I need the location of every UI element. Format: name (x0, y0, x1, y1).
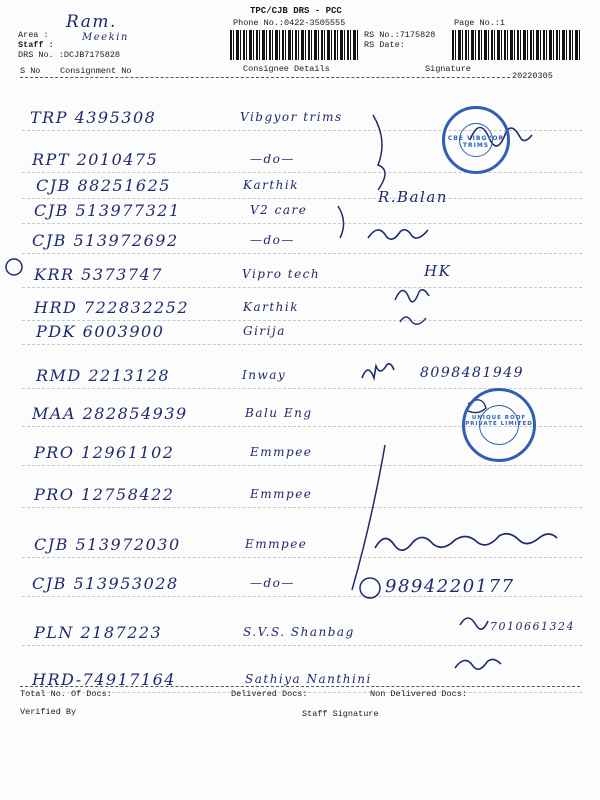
date-code: 20220305 (512, 71, 553, 81)
signature-scribble (368, 230, 428, 239)
consignment-number: PRO 12961102 (34, 443, 175, 462)
signature-phone-1: 8098481949 (420, 365, 525, 381)
verified-by: Verified By (20, 707, 77, 717)
consignee-name: —do— (250, 233, 295, 247)
bracket-mark (373, 115, 385, 190)
drs-number: DRS No. :DCJB7175828 (18, 50, 121, 60)
consignment-number: PDK 6003900 (36, 322, 165, 341)
consignee-name: Inway (242, 368, 287, 382)
delivered-docs: Delivered Docs: (231, 689, 308, 699)
staff-signature: Staff Signature (302, 709, 379, 719)
signature-scribble (460, 618, 488, 629)
consignee-name: —do— (250, 576, 295, 590)
consignee-name: Karthik (243, 178, 300, 192)
consignee-name: Emmpee (250, 445, 313, 459)
consignee-name: Sathiya Nanthini (245, 672, 372, 686)
consignee-name: S.V.S. Shanbag (243, 625, 355, 639)
signature-phone-3: 7010661324 (490, 620, 575, 633)
consignment-number: PRO 12758422 (34, 485, 175, 504)
consignment-number: CJB 513953028 (32, 574, 179, 593)
signature-hk: HK (424, 262, 452, 280)
consignee-name: Vipro tech (242, 267, 321, 281)
consignee-name: Emmpee (245, 537, 308, 551)
rs-date: RS Date: (364, 40, 405, 50)
signature-scribble (375, 534, 557, 550)
consignee-name: —do— (250, 152, 295, 166)
col-consignment: Consignment No (60, 66, 132, 76)
footer-divider (20, 686, 580, 687)
consignment-number: CJB 88251625 (36, 176, 171, 195)
consignment-number: CJB 513977321 (34, 201, 181, 220)
consignment-number: CJB 513972030 (34, 535, 181, 554)
consignee-name: Balu Eng (245, 406, 313, 420)
consignment-number: RPT 2010475 (32, 150, 159, 169)
circled-mark (360, 578, 380, 598)
consignee-name: Girija (243, 324, 286, 338)
signature-phone-2: 9894220177 (385, 576, 515, 597)
total-docs: Total No. Of Docs: (20, 689, 112, 699)
signature-scribble (362, 364, 394, 378)
unique-roof-stamp: UNIQUE ROOF PRIVATE LIMITED (462, 388, 536, 462)
rs-number: RS No.:7175828 (364, 30, 436, 40)
consignment-number: TRP 4395308 (30, 108, 157, 127)
area-label: Area : (18, 30, 49, 40)
document-title: TPC/CJB DRS - PCC (250, 6, 342, 16)
handwritten-area: Ram. (66, 12, 117, 32)
consignment-number: PLN 2187223 (34, 623, 163, 642)
consignee-name: V2 care (250, 203, 308, 217)
bracket-mark (338, 206, 344, 238)
delivery-line (352, 445, 385, 590)
consignment-number: KRR 5373747 (34, 265, 163, 284)
col-signature: Signature (425, 64, 471, 74)
consignee-name: Karthik (243, 300, 300, 314)
consignee-name: Vibgyor trims (240, 110, 343, 124)
non-delivered-docs: Non Delivered Docs: (370, 689, 467, 699)
signature-r-balan: R.Balan (378, 188, 448, 206)
consignment-number: HRD-74917164 (32, 670, 176, 689)
consignment-number: RMD 2213128 (36, 366, 171, 385)
staff-label: Staff : (18, 40, 54, 50)
signature-scribble (400, 317, 426, 324)
col-sno: S No (20, 66, 41, 76)
consignee-name: Emmpee (250, 487, 313, 501)
col-consignee: Consignee Details (243, 64, 330, 74)
consignment-number: MAA 282854939 (32, 404, 188, 423)
circled-mark (6, 259, 22, 275)
handwritten-staff: Meekin (82, 32, 129, 43)
signature-scribble (395, 290, 429, 302)
vibgyor-stamp: CBE VIBGYOR TRIMS (442, 106, 510, 174)
consignment-number: HRD 722832252 (34, 298, 190, 317)
signature-scribble (455, 659, 501, 669)
consignment-number: CJB 513972692 (32, 231, 179, 250)
page-number: Page No.:1 (454, 18, 506, 28)
phone-number: Phone No.:0422-3505555 (233, 18, 346, 28)
